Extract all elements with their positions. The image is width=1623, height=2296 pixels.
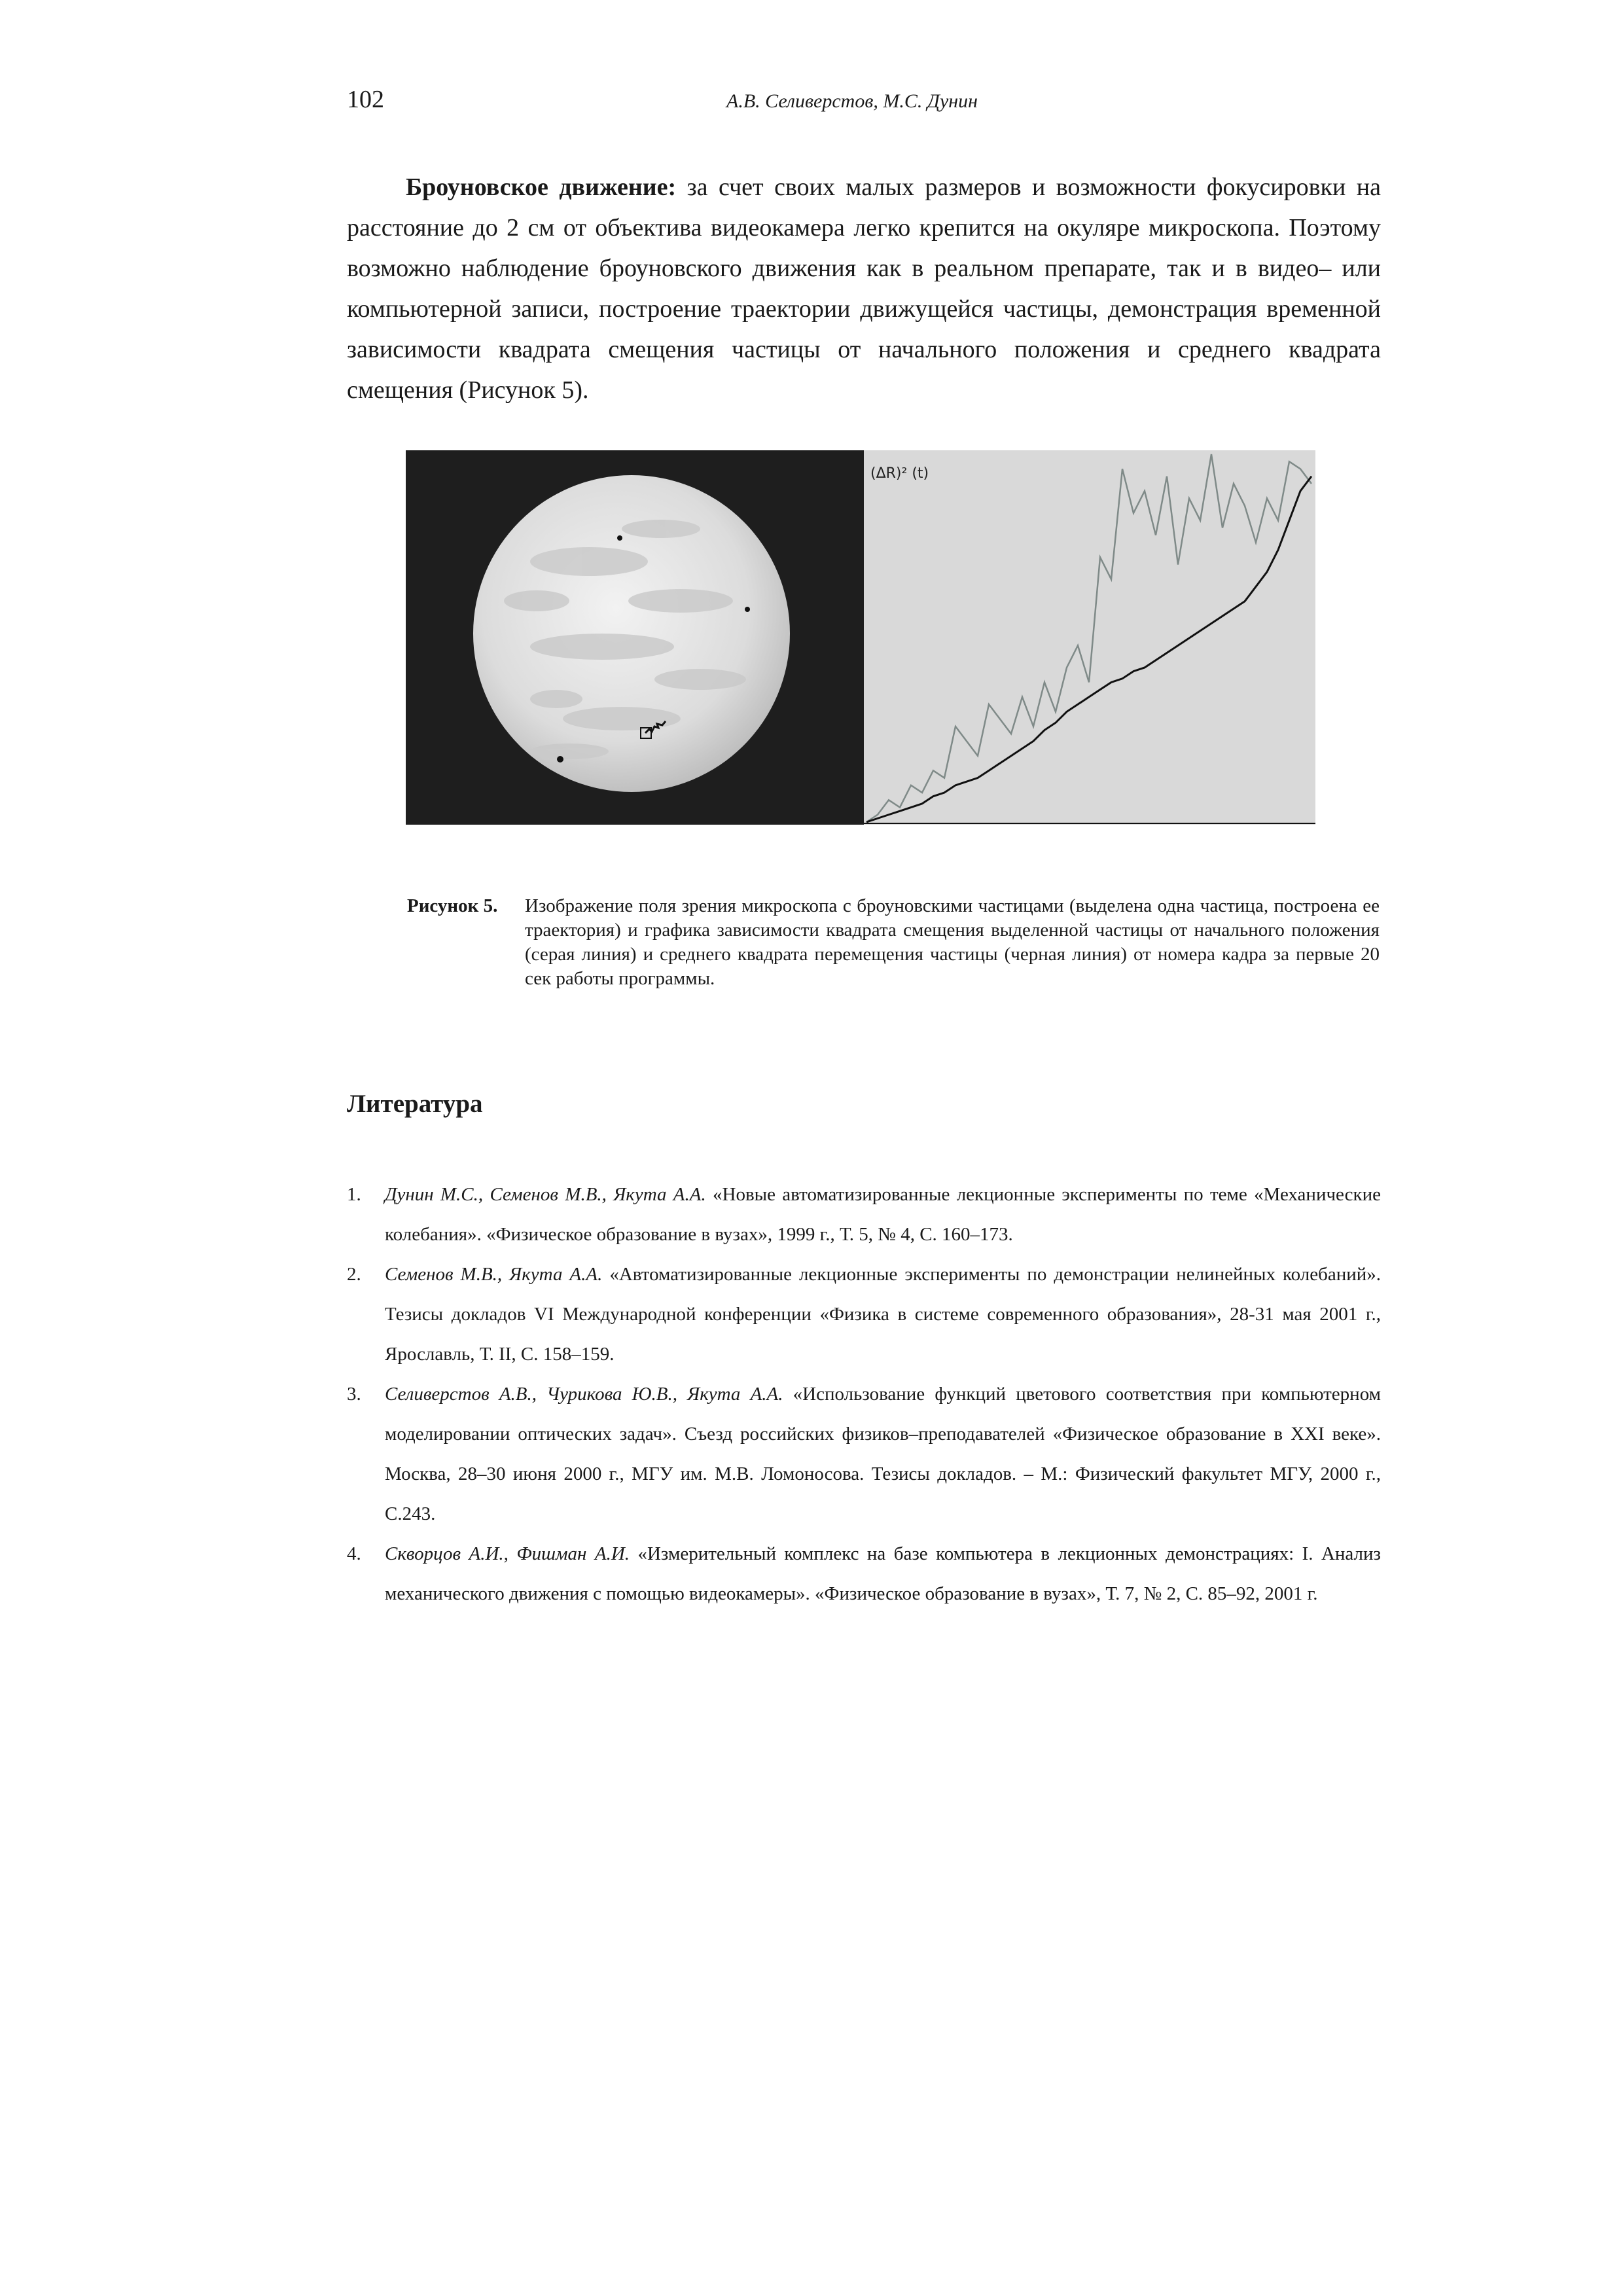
body-paragraph — [347, 167, 1381, 410]
reference-authors: Дунин М.С., Семенов М.В., Якута А.А. — [385, 1184, 706, 1205]
paragraph-lead: Броуновское движение: — [406, 173, 677, 201]
reference-number: 3. — [347, 1384, 361, 1405]
running-head: А.В. Селиверстов, М.С. Дунин — [726, 90, 978, 112]
reference-authors: Семенов М.В., Якута А.А. — [385, 1264, 603, 1285]
series-line-displacement — [866, 454, 1311, 822]
reference-authors: Селиверстов А.В., Чурикова Ю.В., Якута А.А. — [385, 1384, 783, 1405]
reference-number: 1. — [347, 1184, 361, 1205]
reference-item — [347, 1534, 1381, 1614]
references-heading: Литература — [347, 1090, 483, 1118]
microscope-field — [473, 475, 790, 792]
reference-text: «Автоматизированные лекционные эксперименты по демонстрации нелинейных колебаний». Тезисы докладов VI Международной конференции «Физика в системе современного образования», 28-31 мая 2001 г., Ярославль, Т. II, С. 158–159. — [385, 1264, 1382, 1365]
reference-item — [347, 1374, 1381, 1534]
plot-ylabel: (ΔR)² (t) — [870, 465, 929, 482]
reference-text: «Новые автоматизированные лекционные эксперименты по теме «Механические колебания». «Физическое образование в вузах», 1999 г., Т. 5, № 4, С. 160–173. — [385, 1184, 1381, 1245]
paragraph-text: за счет своих малых размеров и возможности фокусировки на расстояние до 2 см от объектива видеокамера легко крепится на окуляре микроскопа. Поэтому возможно наблюдение броуновского движения как в реальном препарате, так и в видео– или компьютерной записи, построение траектории движущейся частицы, демонстрация временной зависимости квадрата смещения частицы от начального положения и среднего квадрата смещения (Рисунок 5). — [347, 173, 1381, 404]
displacement-plot — [864, 450, 1315, 825]
caption-label: Рисунок 5. — [407, 895, 498, 916]
brownian-particle — [557, 756, 563, 762]
microscope-view — [406, 450, 864, 825]
reference-item — [347, 1175, 1381, 1255]
page-number: 102 — [347, 86, 384, 113]
reference-number: 2. — [347, 1264, 361, 1285]
caption-text: Изображение поля зрения микроскопа с броуновскими частицами (выделена одна частица, построена ее траектория) и графика зависимости квадрата смещения выделенной частицы от начального положения (серая линия) и среднего квадрата перемещения частицы (черная линия) от номера кадра за первые 20 сек работы программы. — [525, 895, 1380, 989]
reference-item — [347, 1255, 1381, 1374]
reference-text: «Использование функций цветового соответствия при компьютерном моделировании оптических задач». Съезд российских физиков–преподавателей «Физическое образование в XXI веке». Москва, 28–30 июня 2000 г., МГУ им. М.В. Ломоносова. Тезисы докладов. – М.: Физический факультет МГУ, 2000 г., С.243. — [385, 1384, 1381, 1524]
brownian-particle — [745, 607, 750, 612]
brownian-particle — [617, 535, 622, 541]
reference-authors: Скворцов А.И., Фишман А.И. — [385, 1543, 630, 1564]
reference-text: «Измерительный комплекс на базе компьютера в лекционных демонстрациях: I. Анализ механического движения с помощью видеокамеры». «Физическое образование в вузах», Т. 7, № 2, С. 85–92, 2001 г. — [385, 1543, 1381, 1604]
reference-number: 4. — [347, 1543, 361, 1564]
figure-5 — [406, 450, 1315, 825]
references-list — [347, 1175, 1381, 1614]
